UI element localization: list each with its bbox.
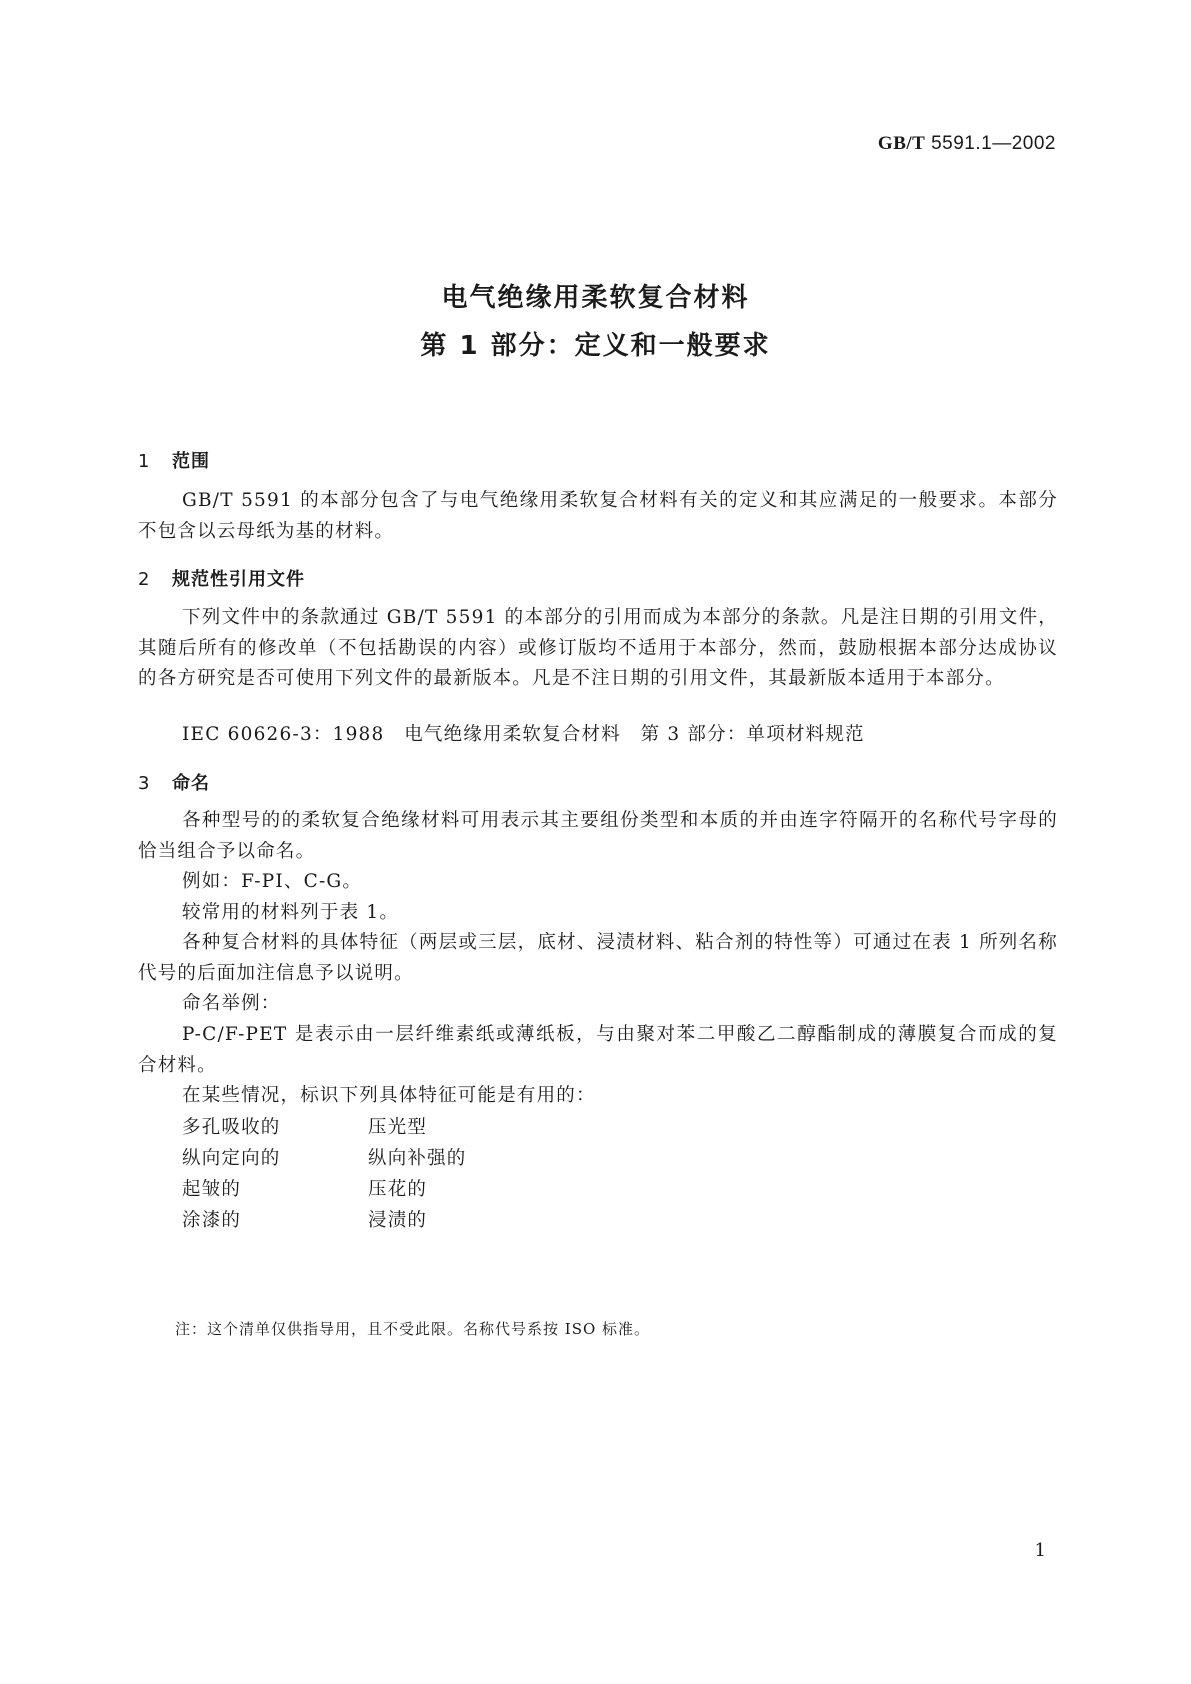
section-2-paragraph: 下列文件中的条款通过 GB/T 5591 的本部分的引用而成为本部分的条款。凡是注日期的引用文件，其随后所有的修改单（不包括勘误的内容）或修订版均不适用于本部分，然而，鼓励根据本部分达成协议的各方研究是否可使用下列文件的最新版本。凡是不注日期的引用文件，其最新版本适用于本部分。 — [138, 607, 1058, 689]
section-number: 2 — [138, 569, 151, 590]
feature-item: 涂漆的 — [182, 1210, 242, 1231]
feature-row — [182, 1113, 428, 1139]
document-title: 电气绝缘用柔软复合材料 — [441, 283, 750, 313]
feature-row — [182, 1206, 428, 1232]
section-3-table-reference: 较常用的材料列于表 1。 — [182, 902, 400, 923]
section-3-naming-example-label: 命名举例： — [182, 993, 281, 1014]
feature-item: 压花的 — [368, 1179, 428, 1200]
feature-item: 纵向补强的 — [368, 1148, 467, 1169]
feature-item: 纵向定向的 — [182, 1148, 281, 1169]
section-3-example: 例如：F-PI、C-G。 — [182, 871, 363, 892]
section-3-paragraph-1: 各种型号的的柔软复合绝缘材料可用表示其主要组份类型和本质的并由连字符隔开的名称代号字母的恰当组合予以命名。 — [138, 810, 1058, 862]
section-title: 规范性引用文件 — [172, 569, 305, 590]
feature-item: 浸渍的 — [368, 1210, 428, 1231]
section-3-naming-example: P-C/F-PET 是表示由一层纤维素纸或薄纸板，与由聚对苯二甲酸乙二醇酯制成的薄膜复合而成的复合材料。 — [138, 1024, 1058, 1076]
normative-reference: IEC 60626-3：1988 电气绝缘用柔软复合材料 第 3 部分：单项材料规范 — [182, 724, 865, 745]
feature-row — [182, 1175, 428, 1201]
standard-number — [878, 133, 1056, 155]
feature-item: 起皱的 — [182, 1179, 242, 1200]
section-3-heading — [138, 769, 210, 795]
page-number: 1 — [1034, 1540, 1046, 1561]
section-title: 命名 — [172, 773, 210, 794]
section-1-paragraph: GB/T 5591 的本部分包含了与电气绝缘用柔软复合材料有关的定义和其应满足的一般要求。本部分不包含以云母纸为基的材料。 — [138, 490, 1058, 542]
section-1-heading — [138, 447, 210, 473]
feature-row — [182, 1144, 467, 1170]
section-3-features-intro: 在某些情况，标识下列具体特征可能是有用的： — [182, 1085, 596, 1106]
feature-item: 多孔吸收的 — [182, 1117, 281, 1138]
section-2-heading — [138, 565, 305, 591]
section-title: 范围 — [172, 451, 210, 472]
feature-item: 压光型 — [368, 1117, 428, 1138]
note: 注：这个清单仅供指导用，且不受此限。名称代号系按 ISO 标准。 — [175, 1320, 651, 1338]
standard-prefix: GB/T — [877, 133, 926, 154]
standard-code: 5591.1—2002 — [931, 133, 1056, 154]
section-3-paragraph-2: 各种复合材料的具体特征（两层或三层，底材、浸渍材料、粘合剂的特性等）可通过在表 1 所列名称代号的后面加注信息予以说明。 — [138, 932, 1058, 984]
section-number: 1 — [138, 451, 151, 472]
document-subtitle: 第 1 部分：定义和一般要求 — [420, 331, 771, 361]
section-number: 3 — [138, 773, 151, 794]
